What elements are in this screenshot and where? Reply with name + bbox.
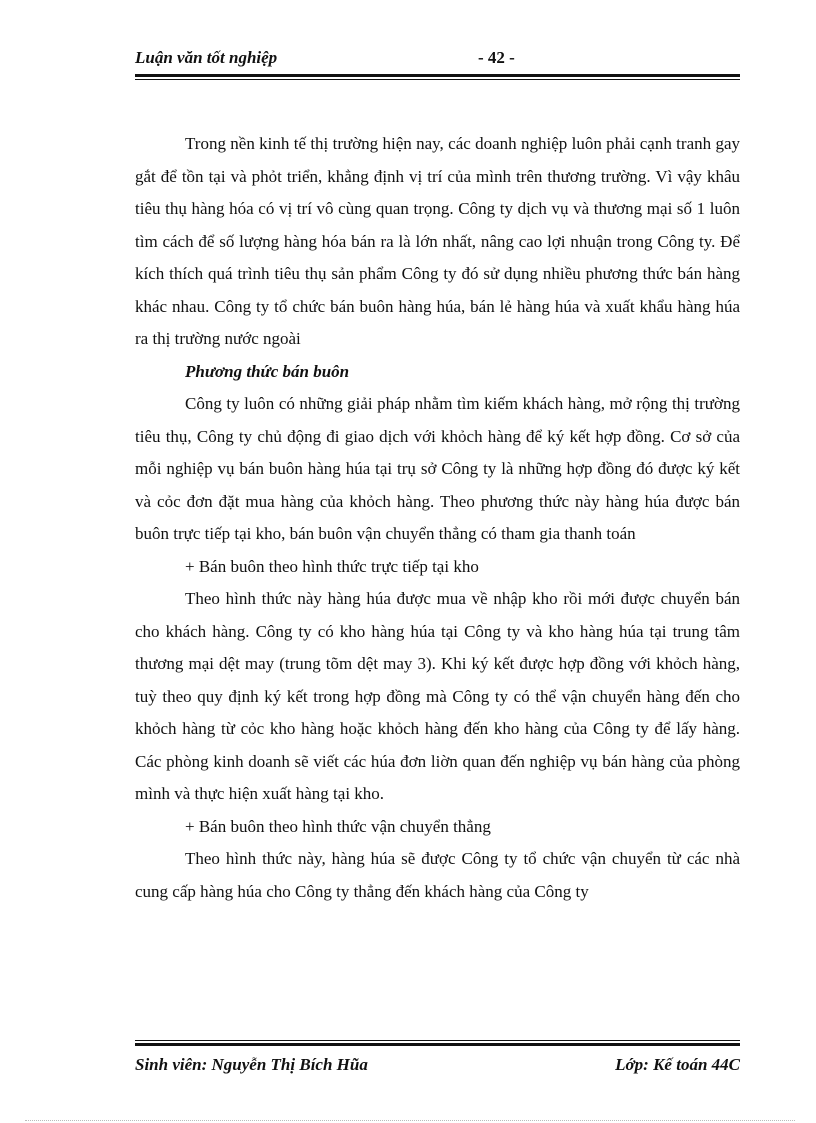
paragraph: Theo hình thức này hàng húa được mua về nhập kho rồi mới được chuyển bán cho khách hàng. Công ty có kho hàng húa tại Công ty và kho hàng húa tại trung tâm thương mại dệt may (trung tõm dệt may 3). Khi ký kết được hợp đồng với khỏch hàng, tuỳ theo quy định ký kết trong hợp đồng mà Công ty có thể vận chuyển hàng đến cho khỏch hàng từ cỏc kho hàng hoặc khỏch hàng đến kho hàng của Công ty để lấy hàng. Các phòng kinh doanh sẽ viết các húa đơn liờn quan đến nghiệp vụ bán hàng của phòng mình và thực hiện xuất hàng tại kho. [135, 589, 740, 803]
header-rule-thick [135, 74, 740, 77]
page-bottom-dotted-line [25, 1120, 795, 1121]
page-number: - 42 - [478, 48, 515, 67]
sub-heading: + Bán buôn theo hình thức trực tiếp tại kho [185, 556, 479, 576]
page-header [135, 48, 740, 74]
paragraph: Công ty luôn có những giải pháp nhằm tìm kiếm khách hàng, mở rộng thị trường tiêu thụ, Công ty chủ động đi giao dịch với khỏch hàng để ký kết hợp đồng. Cơ sở của mỗi nghiệp vụ bán buôn hàng húa tại trụ sở Công ty là những hợp đồng đó được ký kết và cỏc đơn đặt mua hàng của khỏch hàng. Theo phương thức này hàng húa được bán buôn trực tiếp tại kho, bán buôn vận chuyển thẳng có tham gia thanh toán [135, 394, 740, 543]
paragraph: Trong nền kinh tế thị trường hiện nay, các doanh nghiệp luôn phải cạnh tranh gay gắt để tồn tại và phỏt triển, khẳng định vị trí của mình trên thương trường. Vì vậy khâu tiêu thụ hàng hóa có vị trí vô cùng quan trọng. Công ty dịch vụ và thương mại số 1 luôn tìm cách để số lượng hàng hóa bán ra là lớn nhất, nâng cao lợi nhuận trong Công ty. Để kích thích quá trình tiêu thụ sản phẩm Công ty đó sử dụng nhiều phương thức bán hàng khác nhau. Công ty tổ chức bán buôn hàng húa, bán lẻ hàng húa và xuất khẩu hàng húa ra thị trường nước ngoài [135, 134, 740, 348]
footer-rule-thin [135, 1040, 740, 1041]
paragraph: Theo hình thức này, hàng húa sẽ được Công ty tổ chức vận chuyển từ các nhà cung cấp hàng húa cho Công ty thẳng đến khách hàng của Công ty [135, 849, 740, 901]
section-heading: Phương thức bán buôn [185, 361, 350, 381]
page-body [135, 128, 740, 908]
header-rule-thin [135, 79, 740, 80]
page-footer [135, 1055, 740, 1079]
sub-heading: + Bán buôn theo hình thức vận chuyển thẳng [185, 816, 491, 836]
student-name: Sinh viên: Nguyễn Thị Bích Hũa [135, 1055, 368, 1074]
document-title: Luận văn tốt nghiệp [135, 48, 278, 67]
class-name: Lớp: Kế toán 44C [615, 1055, 740, 1074]
footer-rule-thick [135, 1043, 740, 1046]
